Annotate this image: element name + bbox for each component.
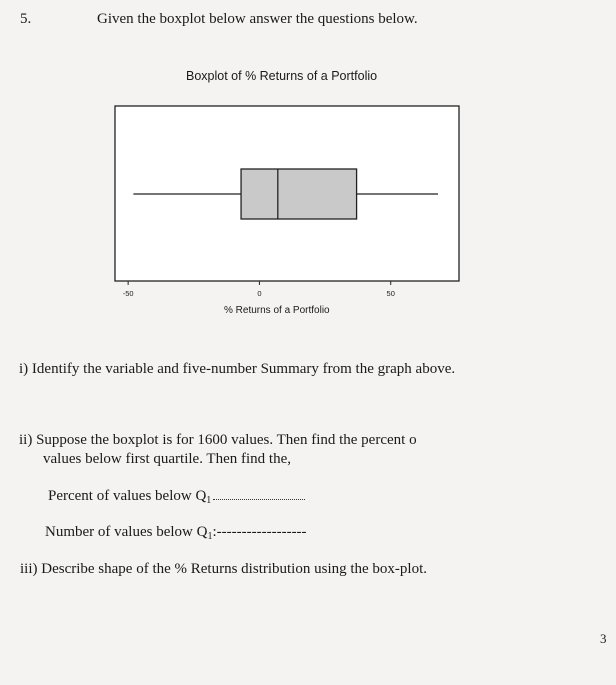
number-sub: 1 xyxy=(207,531,213,542)
part-i: i) Identify the variable and five-number Summary from the graph above. xyxy=(19,361,456,377)
page-number: 3 xyxy=(600,631,607,646)
number-tail: :------------------ xyxy=(212,524,307,540)
x-axis-label: % Returns of a Portfolio xyxy=(224,305,330,316)
percent-sub: 1 xyxy=(206,495,212,506)
percent-label: Percent of values below Q xyxy=(48,488,207,504)
percent-below-q1 xyxy=(48,488,305,505)
question-number: 5. xyxy=(20,11,32,27)
x-tick-label: 50 xyxy=(386,289,395,298)
boxplot-chart xyxy=(0,0,616,330)
x-axis-ticks xyxy=(123,281,395,298)
x-tick-label: -50 xyxy=(122,289,134,298)
percent-answer-blank xyxy=(213,499,305,500)
chart-title: Boxplot of % Returns of a Portfolio xyxy=(186,69,378,83)
question-prompt: Given the boxplot below answer the questions below. xyxy=(97,11,418,27)
number-label: Number of values below Q xyxy=(45,524,208,540)
x-tick-label: 0 xyxy=(257,289,262,298)
part-ii-line1: ii) Suppose the boxplot is for 1600 values. Then find the percent o xyxy=(19,432,417,448)
number-below-q1 xyxy=(45,524,307,541)
iqr-box xyxy=(241,169,357,219)
part-ii-line2: values below first quartile. Then find the, xyxy=(43,451,291,467)
part-iii: iii) Describe shape of the % Returns distribution using the box-plot. xyxy=(20,561,428,577)
